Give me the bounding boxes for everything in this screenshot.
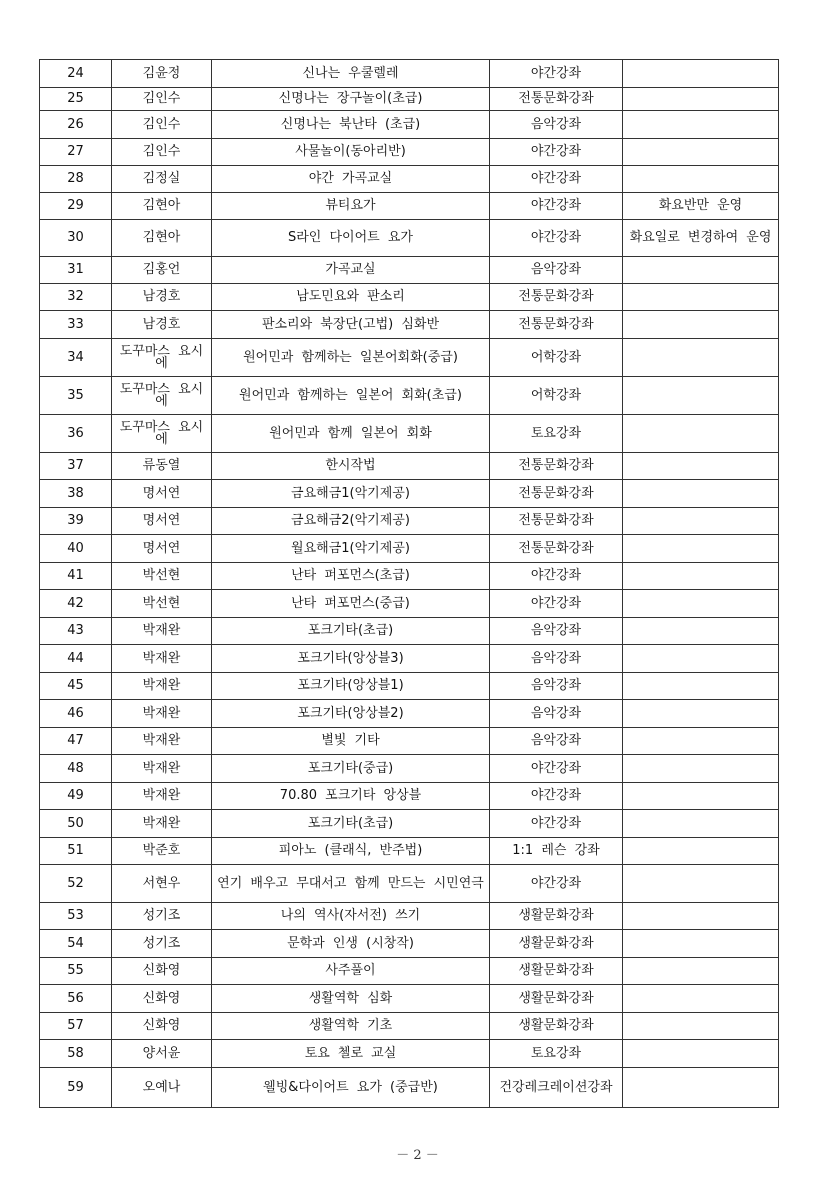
remarks bbox=[623, 1068, 779, 1108]
course-category: 음악강좌 bbox=[490, 257, 623, 284]
instructor-name: 남경호 bbox=[112, 311, 212, 339]
row-number: 25 bbox=[40, 88, 112, 111]
course-title: 나의 역사(자서전) 쓰기 bbox=[212, 903, 490, 930]
course-title: 토요 첼로 교실 bbox=[212, 1040, 490, 1068]
instructor-name: 박재완 bbox=[112, 810, 212, 838]
row-number: 33 bbox=[40, 311, 112, 339]
course-title: 원어민과 함께 일본어 회화 bbox=[212, 415, 490, 453]
course-category: 전통문화강좌 bbox=[490, 480, 623, 508]
table-row bbox=[40, 88, 779, 111]
course-category: 전통문화강좌 bbox=[490, 508, 623, 535]
instructor-name: 신화영 bbox=[112, 958, 212, 985]
course-title: 70.80 포크기타 앙상블 bbox=[212, 783, 490, 810]
instructor-name: 서현우 bbox=[112, 865, 212, 903]
table-row bbox=[40, 563, 779, 590]
remarks bbox=[623, 590, 779, 618]
remarks bbox=[623, 930, 779, 958]
row-number: 49 bbox=[40, 783, 112, 810]
remarks bbox=[623, 88, 779, 111]
remarks bbox=[623, 1040, 779, 1068]
instructor-name: 박재완 bbox=[112, 645, 212, 673]
row-number: 48 bbox=[40, 755, 112, 783]
table-row bbox=[40, 838, 779, 865]
course-category: 음악강좌 bbox=[490, 645, 623, 673]
table-row bbox=[40, 590, 779, 618]
course-category: 음악강좌 bbox=[490, 700, 623, 728]
remarks bbox=[623, 508, 779, 535]
row-number: 26 bbox=[40, 111, 112, 139]
course-title: 원어민과 함께하는 일본어회화(중급) bbox=[212, 339, 490, 377]
row-number: 35 bbox=[40, 377, 112, 415]
row-number: 54 bbox=[40, 930, 112, 958]
row-number: 53 bbox=[40, 903, 112, 930]
remarks bbox=[623, 311, 779, 339]
remarks bbox=[623, 377, 779, 415]
course-title: 난타 퍼포먼스(초급) bbox=[212, 563, 490, 590]
course-category: 토요강좌 bbox=[490, 415, 623, 453]
course-category: 전통문화강좌 bbox=[490, 453, 623, 480]
course-title: 월요해금1(악기제공) bbox=[212, 535, 490, 563]
instructor-name: 김윤정 bbox=[112, 60, 212, 88]
course-title: 원어민과 함께하는 일본어 회화(초급) bbox=[212, 377, 490, 415]
instructor-name: 도꾸마스 요시에 bbox=[112, 415, 212, 453]
row-number: 52 bbox=[40, 865, 112, 903]
remarks bbox=[623, 480, 779, 508]
instructor-name: 박선현 bbox=[112, 563, 212, 590]
row-number: 50 bbox=[40, 810, 112, 838]
remarks bbox=[623, 838, 779, 865]
table-row bbox=[40, 1068, 779, 1108]
course-title: 생활역학 기초 bbox=[212, 1013, 490, 1040]
course-title: 신명나는 북난타 (초급) bbox=[212, 111, 490, 139]
course-category: 전통문화강좌 bbox=[490, 535, 623, 563]
table-row bbox=[40, 783, 779, 810]
row-number: 39 bbox=[40, 508, 112, 535]
course-category: 전통문화강좌 bbox=[490, 311, 623, 339]
course-title: 난타 퍼포먼스(중급) bbox=[212, 590, 490, 618]
table-row bbox=[40, 139, 779, 166]
course-title: 포크기타(초급) bbox=[212, 810, 490, 838]
row-number: 45 bbox=[40, 673, 112, 700]
table-row bbox=[40, 958, 779, 985]
table-row bbox=[40, 673, 779, 700]
instructor-name: 김현아 bbox=[112, 220, 212, 257]
instructor-name: 명서연 bbox=[112, 508, 212, 535]
course-category: 야간강좌 bbox=[490, 783, 623, 810]
remarks bbox=[623, 865, 779, 903]
table-row bbox=[40, 1040, 779, 1068]
course-title: 판소리와 북장단(고법) 심화반 bbox=[212, 311, 490, 339]
course-category: 야간강좌 bbox=[490, 139, 623, 166]
table-row bbox=[40, 377, 779, 415]
course-title: 뷰티요가 bbox=[212, 193, 490, 220]
table-row bbox=[40, 220, 779, 257]
instructor-name: 김인수 bbox=[112, 111, 212, 139]
instructor-name: 김인수 bbox=[112, 139, 212, 166]
table-row bbox=[40, 166, 779, 193]
row-number: 57 bbox=[40, 1013, 112, 1040]
course-title: 남도민요와 판소리 bbox=[212, 284, 490, 311]
remarks: 화요일로 변경하여 운영 bbox=[623, 220, 779, 257]
instructor-name: 박재완 bbox=[112, 673, 212, 700]
instructor-name: 박재완 bbox=[112, 728, 212, 755]
course-title: 사주풀이 bbox=[212, 958, 490, 985]
course-title: 금요해금1(악기제공) bbox=[212, 480, 490, 508]
row-number: 30 bbox=[40, 220, 112, 257]
course-category: 생활문화강좌 bbox=[490, 1013, 623, 1040]
remarks bbox=[623, 903, 779, 930]
course-category: 생활문화강좌 bbox=[490, 985, 623, 1013]
course-title: 야간 가곡교실 bbox=[212, 166, 490, 193]
remarks bbox=[623, 783, 779, 810]
row-number: 32 bbox=[40, 284, 112, 311]
course-title: 가곡교실 bbox=[212, 257, 490, 284]
row-number: 56 bbox=[40, 985, 112, 1013]
course-category: 야간강좌 bbox=[490, 810, 623, 838]
course-title: 금요해금2(악기제공) bbox=[212, 508, 490, 535]
instructor-name: 류동열 bbox=[112, 453, 212, 480]
course-category: 음악강좌 bbox=[490, 618, 623, 645]
course-category: 전통문화강좌 bbox=[490, 284, 623, 311]
instructor-name: 남경호 bbox=[112, 284, 212, 311]
remarks bbox=[623, 618, 779, 645]
course-title: 포크기타(앙상블2) bbox=[212, 700, 490, 728]
instructor-name: 박재완 bbox=[112, 783, 212, 810]
table-row bbox=[40, 985, 779, 1013]
table-row bbox=[40, 728, 779, 755]
course-category: 음악강좌 bbox=[490, 728, 623, 755]
instructor-name: 양서윤 bbox=[112, 1040, 212, 1068]
course-title: 피아노 (클래식, 반주법) bbox=[212, 838, 490, 865]
remarks bbox=[623, 535, 779, 563]
instructor-name: 김정실 bbox=[112, 166, 212, 193]
instructor-name: 박준호 bbox=[112, 838, 212, 865]
row-number: 24 bbox=[40, 60, 112, 88]
row-number: 44 bbox=[40, 645, 112, 673]
course-title: 포크기타(중급) bbox=[212, 755, 490, 783]
table-row bbox=[40, 865, 779, 903]
course-category: 음악강좌 bbox=[490, 673, 623, 700]
remarks bbox=[623, 563, 779, 590]
remarks bbox=[623, 284, 779, 311]
remarks bbox=[623, 111, 779, 139]
row-number: 40 bbox=[40, 535, 112, 563]
course-title: 별빛 기타 bbox=[212, 728, 490, 755]
instructor-name: 김인수 bbox=[112, 88, 212, 111]
course-category: 생활문화강좌 bbox=[490, 958, 623, 985]
remarks: 화요반만 운영 bbox=[623, 193, 779, 220]
course-category: 어학강좌 bbox=[490, 339, 623, 377]
course-category: 야간강좌 bbox=[490, 865, 623, 903]
course-title: 연기 배우고 무대서고 함께 만드는 시민연극 bbox=[212, 865, 490, 903]
course-category: 음악강좌 bbox=[490, 111, 623, 139]
course-title: 포크기타(초급) bbox=[212, 618, 490, 645]
row-number: 37 bbox=[40, 453, 112, 480]
table-row bbox=[40, 284, 779, 311]
table-row bbox=[40, 111, 779, 139]
instructor-name: 도꾸마스 요시에 bbox=[112, 377, 212, 415]
course-category: 어학강좌 bbox=[490, 377, 623, 415]
row-number: 55 bbox=[40, 958, 112, 985]
remarks bbox=[623, 700, 779, 728]
row-number: 41 bbox=[40, 563, 112, 590]
course-category: 토요강좌 bbox=[490, 1040, 623, 1068]
row-number: 31 bbox=[40, 257, 112, 284]
row-number: 51 bbox=[40, 838, 112, 865]
course-title: S라인 다이어트 요가 bbox=[212, 220, 490, 257]
remarks bbox=[623, 810, 779, 838]
page-number: － 2 － bbox=[396, 1148, 439, 1163]
instructor-name: 도꾸마스 요시에 bbox=[112, 339, 212, 377]
course-category: 야간강좌 bbox=[490, 60, 623, 88]
instructor-name: 명서연 bbox=[112, 480, 212, 508]
course-category: 야간강좌 bbox=[490, 220, 623, 257]
remarks bbox=[623, 339, 779, 377]
instructor-name: 명서연 bbox=[112, 535, 212, 563]
table-row bbox=[40, 1013, 779, 1040]
instructor-name: 박재완 bbox=[112, 618, 212, 645]
course-title: 사물놀이(동아리반) bbox=[212, 139, 490, 166]
instructor-name: 성기조 bbox=[112, 930, 212, 958]
course-category: 야간강좌 bbox=[490, 563, 623, 590]
table-row bbox=[40, 903, 779, 930]
table-row bbox=[40, 930, 779, 958]
table-row bbox=[40, 618, 779, 645]
remarks bbox=[623, 985, 779, 1013]
remarks bbox=[623, 958, 779, 985]
remarks bbox=[623, 257, 779, 284]
remarks bbox=[623, 139, 779, 166]
table-row bbox=[40, 453, 779, 480]
remarks bbox=[623, 728, 779, 755]
table-row bbox=[40, 415, 779, 453]
course-category: 생활문화강좌 bbox=[490, 903, 623, 930]
remarks bbox=[623, 453, 779, 480]
row-number: 43 bbox=[40, 618, 112, 645]
table-row bbox=[40, 193, 779, 220]
table-row bbox=[40, 755, 779, 783]
remarks bbox=[623, 60, 779, 88]
course-title: 한시작법 bbox=[212, 453, 490, 480]
table-row bbox=[40, 645, 779, 673]
instructor-name: 김홍언 bbox=[112, 257, 212, 284]
table-row bbox=[40, 60, 779, 88]
row-number: 42 bbox=[40, 590, 112, 618]
instructor-name: 신화영 bbox=[112, 1013, 212, 1040]
instructor-name: 김현아 bbox=[112, 193, 212, 220]
row-number: 36 bbox=[40, 415, 112, 453]
remarks bbox=[623, 755, 779, 783]
course-category: 전통문화강좌 bbox=[490, 88, 623, 111]
table-row bbox=[40, 311, 779, 339]
course-category: 야간강좌 bbox=[490, 193, 623, 220]
row-number: 59 bbox=[40, 1068, 112, 1108]
table-row bbox=[40, 480, 779, 508]
course-category: 야간강좌 bbox=[490, 755, 623, 783]
instructor-name: 오예나 bbox=[112, 1068, 212, 1108]
table-row bbox=[40, 257, 779, 284]
row-number: 27 bbox=[40, 139, 112, 166]
course-title: 포크기타(앙상블3) bbox=[212, 645, 490, 673]
remarks bbox=[623, 1013, 779, 1040]
row-number: 28 bbox=[40, 166, 112, 193]
course-title: 웰빙&다이어트 요가 (중급반) bbox=[212, 1068, 490, 1108]
row-number: 29 bbox=[40, 193, 112, 220]
row-number: 38 bbox=[40, 480, 112, 508]
instructor-name: 성기조 bbox=[112, 903, 212, 930]
course-title: 문학과 인생 (시창작) bbox=[212, 930, 490, 958]
remarks bbox=[623, 673, 779, 700]
instructor-name: 신화영 bbox=[112, 985, 212, 1013]
course-category: 야간강좌 bbox=[490, 590, 623, 618]
row-number: 46 bbox=[40, 700, 112, 728]
instructor-name: 박선현 bbox=[112, 590, 212, 618]
remarks bbox=[623, 415, 779, 453]
course-table bbox=[39, 59, 779, 1108]
course-category: 야간강좌 bbox=[490, 166, 623, 193]
row-number: 58 bbox=[40, 1040, 112, 1068]
course-category: 건강레크레이션강좌 bbox=[490, 1068, 623, 1108]
course-category: 1:1 레슨 강좌 bbox=[490, 838, 623, 865]
remarks bbox=[623, 645, 779, 673]
table-row bbox=[40, 810, 779, 838]
instructor-name: 박재완 bbox=[112, 755, 212, 783]
remarks bbox=[623, 166, 779, 193]
row-number: 34 bbox=[40, 339, 112, 377]
table-row bbox=[40, 535, 779, 563]
instructor-name: 박재완 bbox=[112, 700, 212, 728]
table-row bbox=[40, 508, 779, 535]
table-row bbox=[40, 339, 779, 377]
course-category: 생활문화강좌 bbox=[490, 930, 623, 958]
row-number: 47 bbox=[40, 728, 112, 755]
course-title: 생활역학 심화 bbox=[212, 985, 490, 1013]
course-title: 신나는 우쿨렐레 bbox=[212, 60, 490, 88]
course-title: 신명나는 장구놀이(초급) bbox=[212, 88, 490, 111]
course-title: 포크기타(앙상블1) bbox=[212, 673, 490, 700]
table-row bbox=[40, 700, 779, 728]
